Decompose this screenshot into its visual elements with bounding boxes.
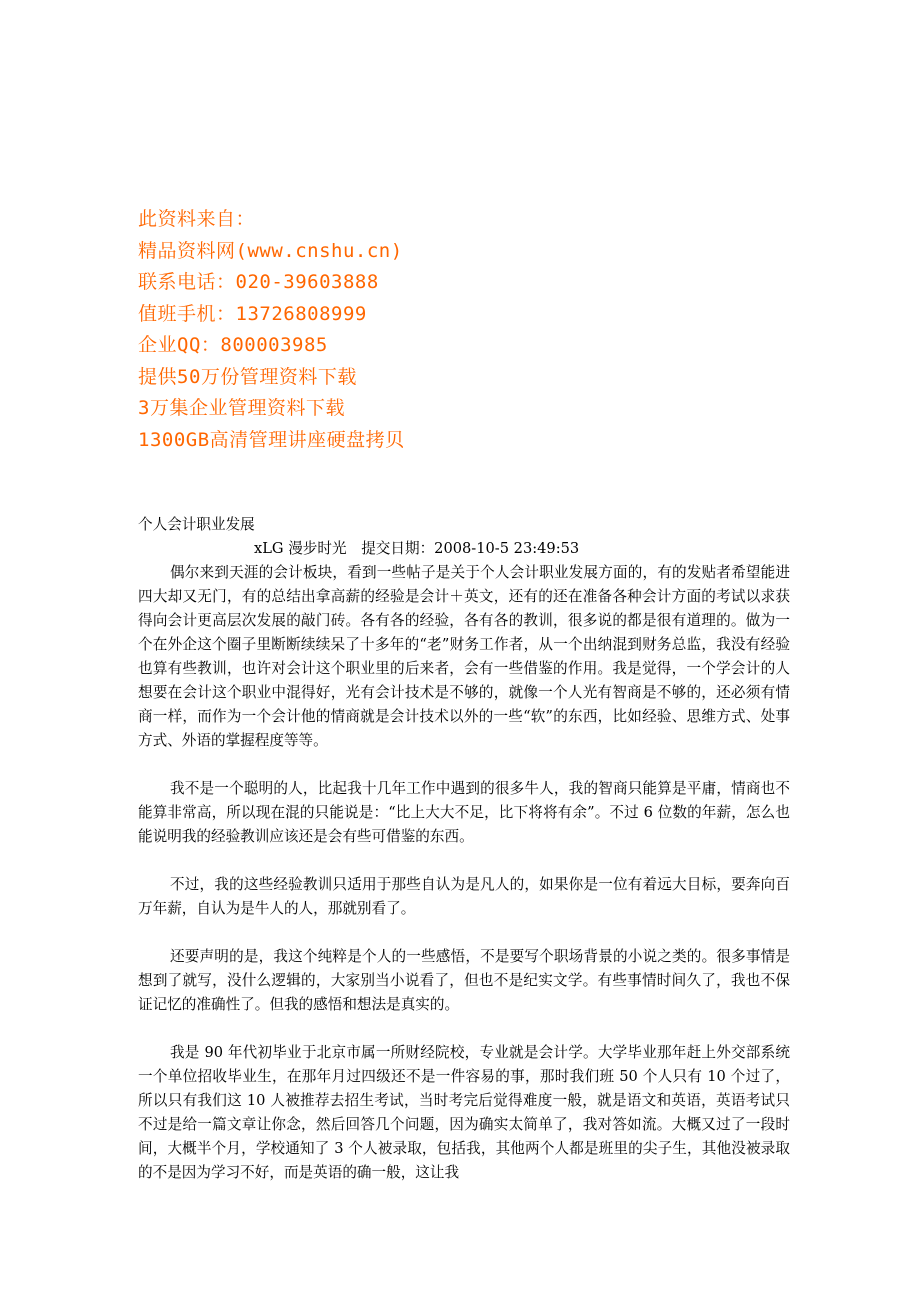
article-paragraph: 偶尔来到天涯的会计板块，看到一些帖子是关于个人会计职业发展方面的，有的发贴者希望能进四大却又无门，有的总结出拿高薪的经验是会计＋英文，还有的还在准备各种会计方面的考试以求获得向会计更高层次发展的敲门砖。各有各的经验，各有各的教训，很多说的都是很有道理的。做为一个在外企这个圈子里断断续续呆了十多年的“老”财务工作者，从一个出纳混到财务总监，我没有经验也算有些教训，也许对会计这个职业里的后来者，会有一些借鉴的作用。我是觉得，一个学会计的人想要在会计这个职业中混得好，光有会计技术是不够的，就像一个人光有智商是不够的，还必须有情商一样，而作为一个会计他的情商就是会计技术以外的一些“软”的东西，比如经验、思维方式、处事方式、外语的掌握程度等等。 [138, 564, 790, 749]
promo-source-line: 此资料来自： [138, 208, 256, 230]
article-paragraph: 我不是一个聪明的人，比起我十几年工作中遇到的很多牛人，我的智商只能算是平庸，情商也不能算非常高，所以现在混的只能说是：“比上大大不足，比下将将有余”。不过 6 位数的年薪，怎么也能说明我的经验教训应该还是会有些可借鉴的东西。 [138, 780, 790, 845]
article-paragraph: 我是 90 年代初毕业于北京市属一所财经院校，专业就是会计学。大学毕业那年赶上外交部系统一个单位招收毕业生，在那年月过四级还不是一件容易的事，那时我们班 50 个人只有 10 个过了，所以只有我们这 10 人被推荐去招生考试，当时考完后觉得难度一般，就是语文和英语，英语考试只不过是给一篇文章让你念，然后回答几个问题，因为确实太简单了，我对答如流。大概又过了一段时间，大概半个月，学校通知了 3 个人被录取，包括我，其他两个人都是班里的尖子生，其他没被录取的不是因为学习不好，而是英语的确一般，这让我 [138, 1044, 790, 1181]
article-paragraph: 不过，我的这些经验教训只适用于那些自认为是凡人的，如果你是一位有着远大目标，要奔向百万年薪，自认为是牛人的人，那就别看了。 [138, 876, 790, 917]
article-byline: xLG 漫步时光 提交日期：2008-10-5 23:49:53 [254, 540, 580, 557]
promo-offer-line-3: 1300GB高清管理讲座硬盘拷贝 [138, 428, 405, 451]
promo-offer-line-1: 提供50万份管理资料下载 [138, 365, 357, 388]
promo-website-line: 精品资料网(www.cnshu.cn) [138, 239, 403, 262]
article-paragraph: 还要声明的是，我这个纯粹是个人的一些感悟，不是要写个职场背景的小说之类的。很多事情是想到了就写，没什么逻辑的，大家别当小说看了，但也不是纪实文学。有些事情时间久了，我也不保证记忆的准确性了。但我的感悟和想法是真实的。 [138, 948, 790, 1013]
promo-qq-line: 企业QQ：800003985 [138, 334, 328, 356]
article [138, 513, 790, 1209]
article-title: 个人会计职业发展 [138, 516, 255, 533]
promo-offer-line-2: 3万集企业管理资料下载 [138, 397, 345, 419]
promo-block [138, 204, 698, 456]
promo-phone-line: 联系电话：020-39603888 [138, 271, 379, 293]
promo-mobile-line: 值班手机：13726808999 [138, 302, 367, 325]
